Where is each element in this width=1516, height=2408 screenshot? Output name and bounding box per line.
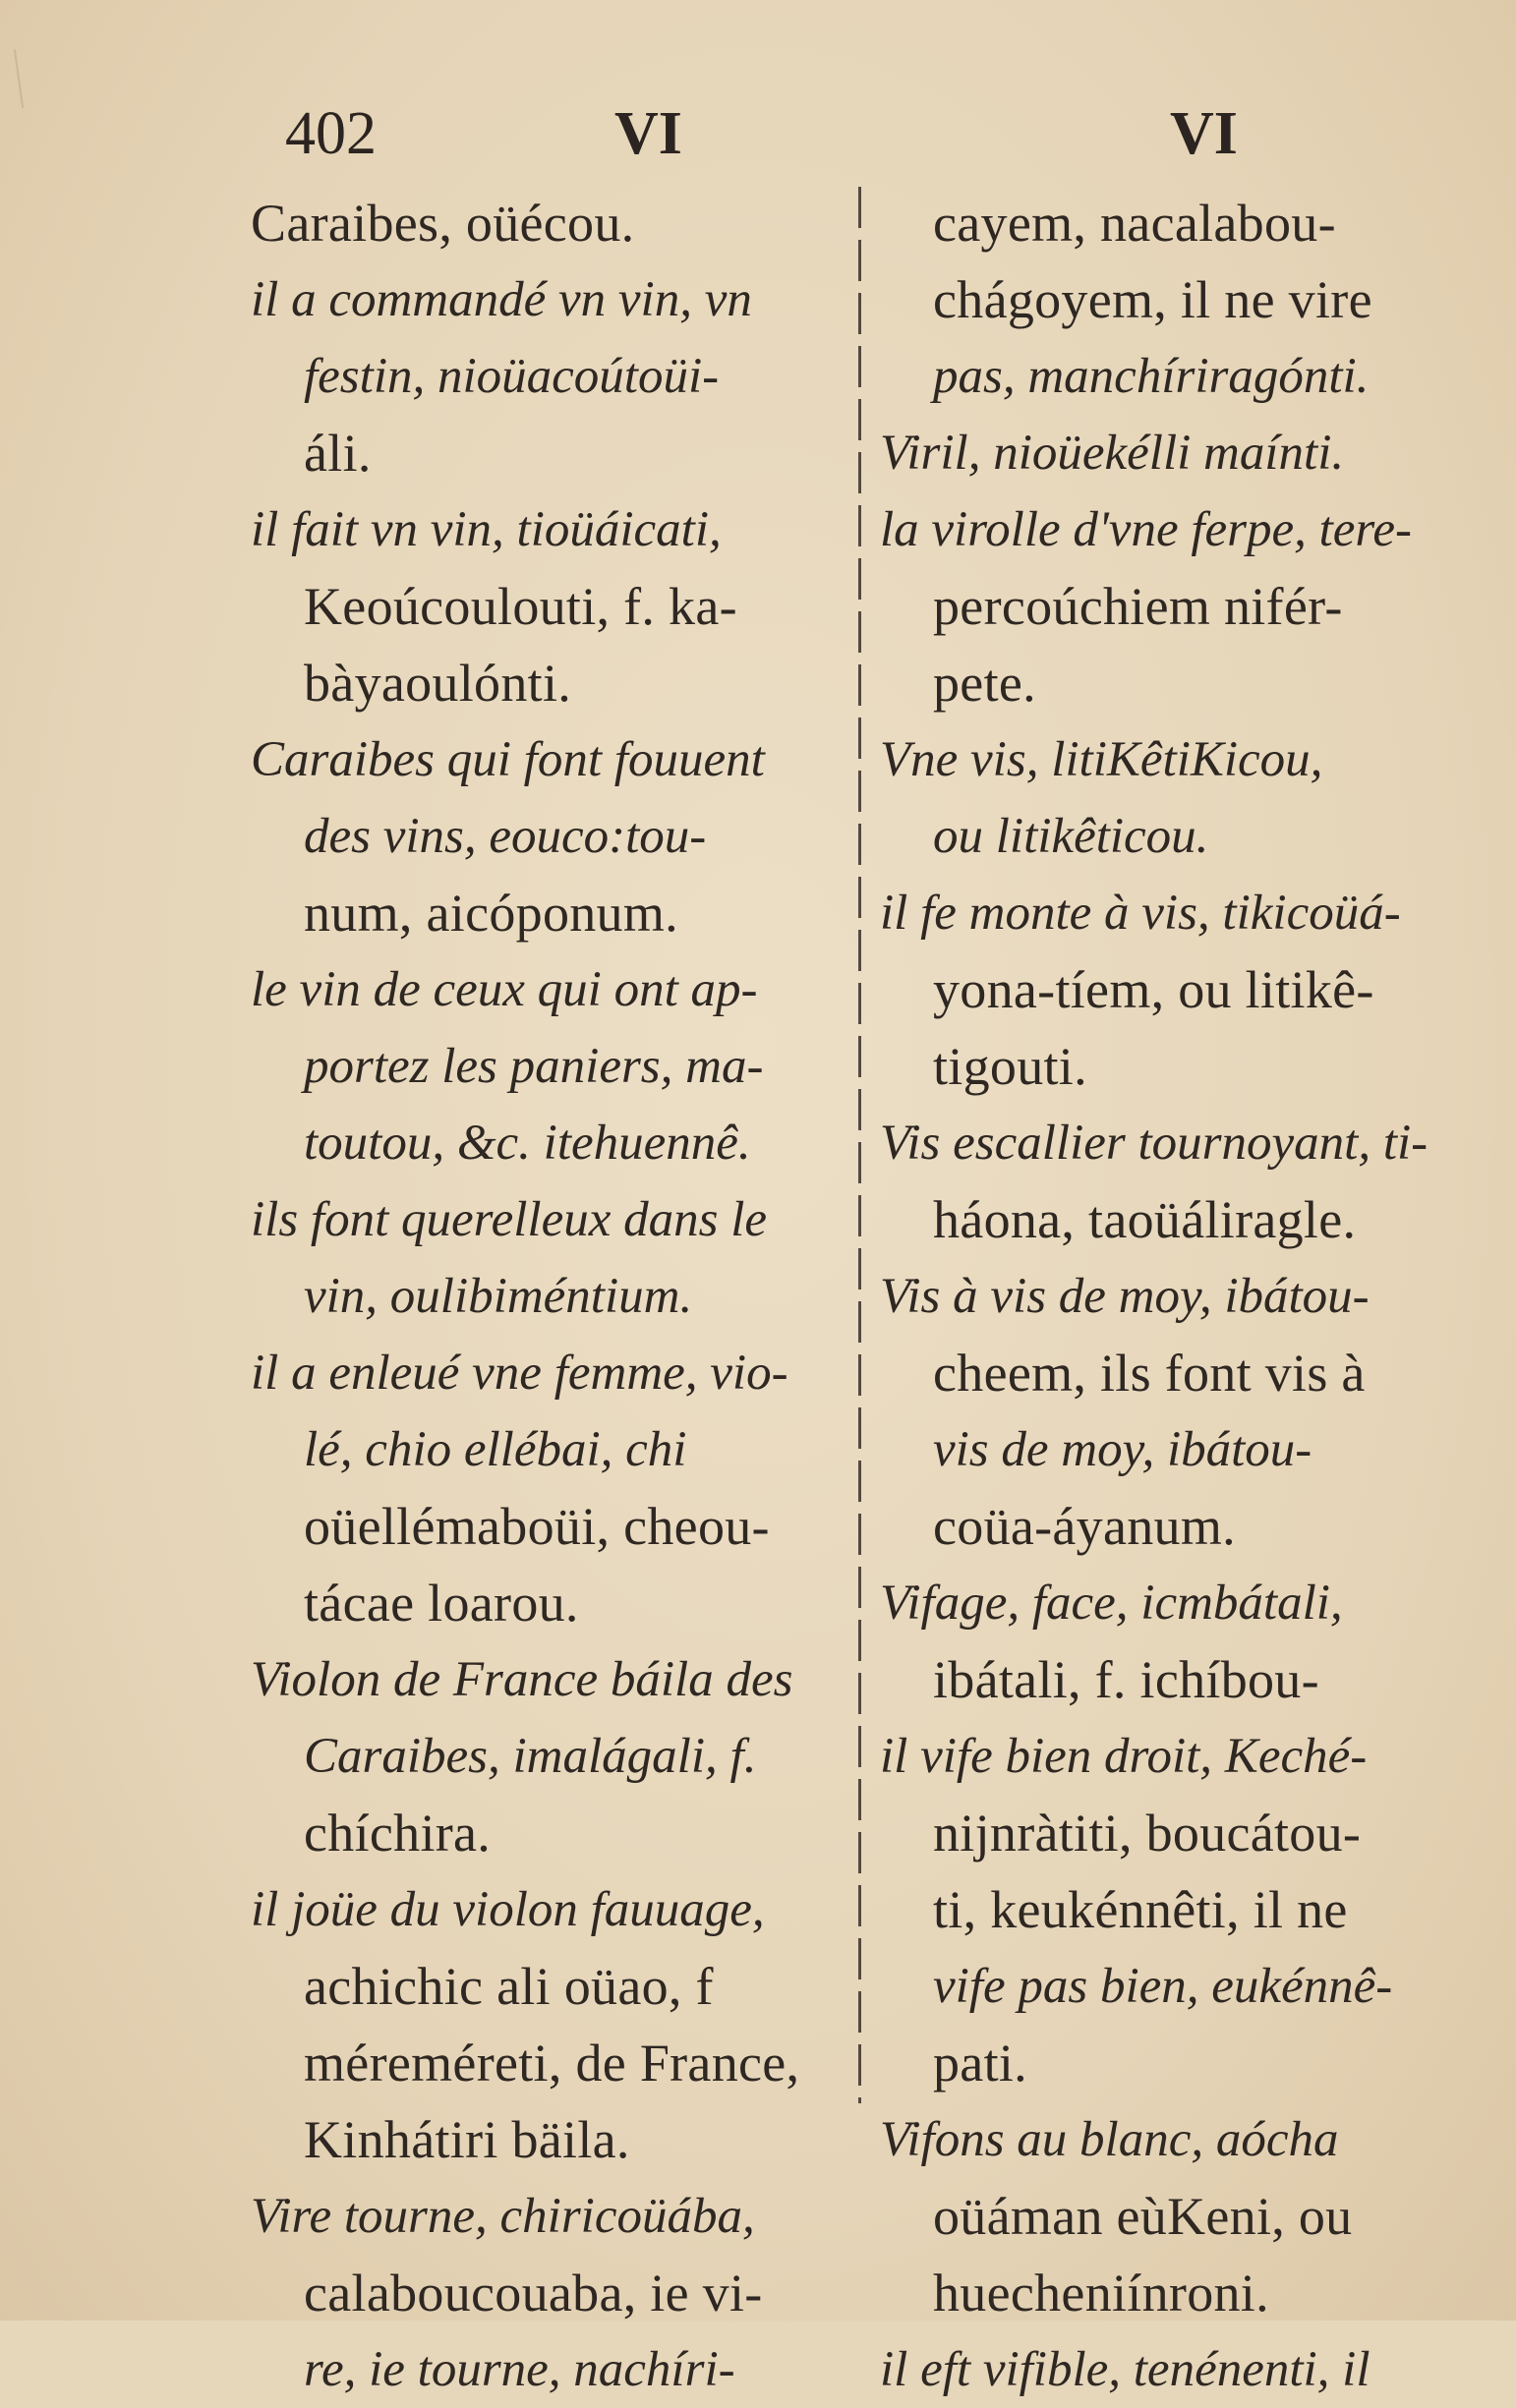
right-column-line: coüa-áyanum. <box>933 1497 1236 1556</box>
left-column-line: portez les paniers, ma- <box>304 1039 764 1094</box>
right-column-line: Vifons au blanc, aócha <box>880 2112 1339 2167</box>
left-column-line: le vin de ceux qui ont ap- <box>251 962 758 1017</box>
right-column-line: vis de moy, ibátou- <box>933 1422 1312 1477</box>
left-column-line: vin, oulibiméntium. <box>304 1269 693 1324</box>
right-column-line: pas, manchíriragónti. <box>933 349 1370 404</box>
left-column-line: Keoúcoulouti, f. ka- <box>304 577 737 636</box>
right-column-line: Vis à vis de moy, ibátou- <box>880 1269 1370 1324</box>
right-column-line: il vife bien droit, Keché- <box>880 1729 1368 1784</box>
right-column-line: tigouti. <box>933 1037 1087 1096</box>
left-column-line: tácae loarou. <box>304 1574 579 1633</box>
column-divider <box>858 187 861 2103</box>
left-column-line: Violon de France báila des <box>251 1652 793 1707</box>
right-column-line: cayem, nacalabou- <box>933 194 1336 253</box>
left-column-line: calaboucouaba, ie vi- <box>304 2264 763 2322</box>
left-column-line: Caraibes, oüécou. <box>251 194 635 253</box>
left-column-line: toutou, &c. itehuennê. <box>304 1116 751 1171</box>
left-column <box>251 185 850 2408</box>
right-column-line: nijnràtiti, boucátou- <box>933 1804 1362 1863</box>
right-column-line: Vne vis, litiKêtiKicou, <box>880 732 1323 787</box>
right-column <box>880 185 1470 2408</box>
right-column-line: huecheniínroni. <box>933 2264 1269 2322</box>
right-column-line: ti, keukénnêti, il ne <box>933 1880 1348 1939</box>
right-column-line: Vis escallier tournoyant, ti- <box>880 1116 1429 1171</box>
left-column-line: méreméreti, de France, <box>304 2034 800 2093</box>
left-running-head: VI <box>614 100 682 167</box>
left-column-line: Caraibes, imalágali, f. <box>304 1729 757 1784</box>
left-column-line: Kinhátiri bäila. <box>304 2110 630 2169</box>
left-column-line: des vins, eouco:tou- <box>304 809 707 864</box>
left-column-line: lé, chio ellébai, chi <box>304 1422 687 1477</box>
right-column-line: il eft vifible, tenénenti, il <box>880 2342 1370 2397</box>
left-column-line: bàyaoulónti. <box>304 654 572 713</box>
right-column-line: ibátali, f. ichíbou- <box>933 1650 1319 1709</box>
left-column-line: achichic ali oüao, f <box>304 1957 714 2016</box>
right-column-line: háona, taoüáliragle. <box>933 1190 1357 1249</box>
right-column-line: la virolle d'vne ferpe, tere- <box>880 502 1413 557</box>
right-column-line: cheem, ils font vis à <box>933 1344 1366 1403</box>
right-running-head: VI <box>1170 100 1238 167</box>
right-column-line: ou litikêticou. <box>933 809 1209 864</box>
right-column-line: yona-tíem, ou litikê- <box>933 960 1374 1019</box>
page-number: 402 <box>285 100 377 167</box>
left-column-line: ils font querelleux dans le <box>251 1192 768 1247</box>
right-column-line: pete. <box>933 654 1036 713</box>
right-column-line: pati. <box>933 2034 1027 2093</box>
right-column-line: vife pas bien, eukénnê- <box>933 1959 1393 2014</box>
right-column-line: il fe monte à vis, tikicoüá- <box>880 886 1401 941</box>
right-column-line: Vifage, face, icmbátali, <box>880 1576 1343 1631</box>
right-column-line: chágoyem, il ne vire <box>933 270 1372 329</box>
right-column-line: Viril, nioüekélli maínti. <box>880 426 1345 481</box>
left-column-line: áli. <box>304 424 372 483</box>
left-column-line: re, ie tourne, nachíri- <box>304 2342 735 2397</box>
left-column-line: il a commandé vn vin, vn <box>251 272 752 327</box>
right-column-line: oüáman eùKeni, ou <box>933 2187 1353 2246</box>
page-edge-mark <box>14 49 24 108</box>
left-column-line: festin, nioüacoútoüi- <box>304 349 720 404</box>
left-column-line: il fait vn vin, tioüáicati, <box>251 502 722 557</box>
left-column-line: Caraibes qui font fouuent <box>251 732 765 787</box>
left-column-line: num, aicóponum. <box>304 884 678 943</box>
left-column-line: Vire tourne, chiricoüába, <box>251 2189 755 2244</box>
left-column-line: il joüe du violon fauuage, <box>251 1882 765 1937</box>
left-column-line: oüellémaboüi, cheou- <box>304 1497 770 1556</box>
left-column-line: il a enleué vne femme, vio- <box>251 1346 788 1401</box>
right-column-line: percoúchiem nifér- <box>933 577 1343 636</box>
left-column-line: chíchira. <box>304 1804 492 1863</box>
